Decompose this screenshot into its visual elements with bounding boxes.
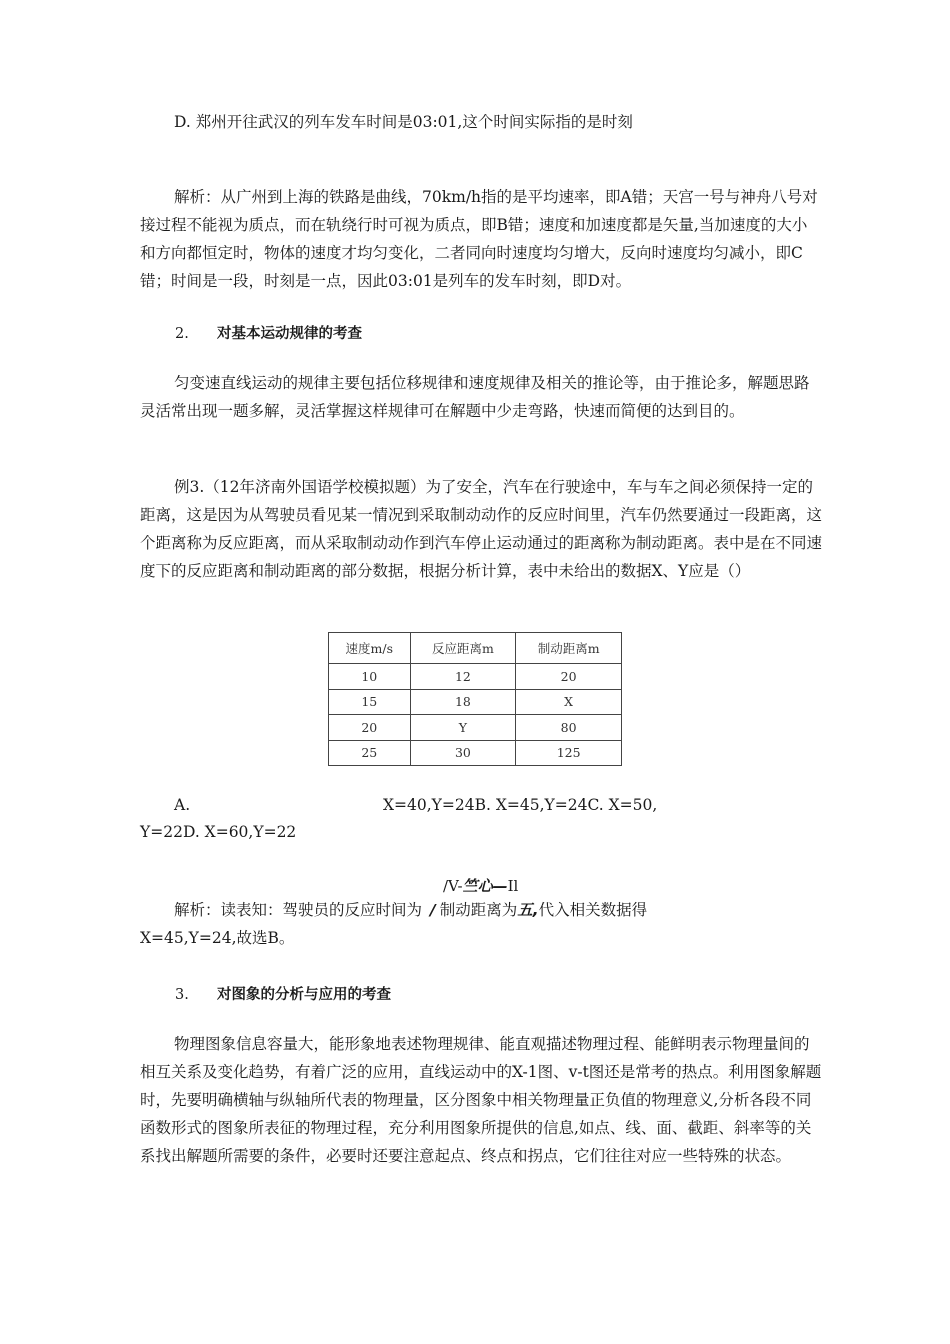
example-3: 例3.（12年济南外国语学校模拟题）为了安全，汽车在行驶途中，车与车之间必须保持一定的距离，这是因为从驾驶员看见某一情况到采取制动动作的反应时间里，汽车仍然要通过一段距离，这个距离称为反应距离，而从采取制动动作到汽车停止运动通过的距离称为制动距离。表中是在不同速度下的反应距离和制动距离的部分数据，根据分析计算，表中未给出的数据X、Y应是（）	[140, 478, 823, 580]
data-table	[328, 632, 622, 766]
table-header-cell: 速度m/s	[329, 633, 411, 664]
formula-part: /V-	[443, 877, 463, 895]
table-cell: 12	[410, 664, 516, 690]
table-header-row	[329, 633, 622, 664]
table-cell: 25	[329, 740, 411, 766]
table-cell: 10	[329, 664, 411, 690]
option-a-label: A.	[174, 796, 191, 814]
section-title: 对基本运动规律的考查	[217, 326, 362, 342]
analysis-text: 解析：读表知：驾驶员的反应时间为	[174, 901, 423, 919]
section-heading-2	[175, 322, 362, 343]
table-header-cell: 反应距离m	[410, 633, 516, 664]
options-line-1: X=40,Y=24B. X=45,Y=24C. X=50,	[383, 796, 658, 814]
table-cell: Y	[410, 715, 516, 741]
formula-part: Il	[507, 877, 519, 895]
table-cell: 15	[329, 689, 411, 715]
analysis-2-line-1	[174, 898, 647, 920]
option-d: D. 郑州开往武汉的列车发车时间是03:01,这个时间实际指的是时刻	[174, 113, 633, 131]
table-cell: 125	[516, 740, 622, 766]
analysis-paragraph-1: 解析：从广州到上海的铁路是曲线，70km/h指的是平均速率，即A错；天宫一号与神舟八号对接过程不能视为质点，而在轨绕行时可视为质点，即B错；速度和加速度都是矢量,当加速度的大小和方向都恒定时，物体的速度才均匀变化，二者同向时速度均匀增大，反向时速度均匀减小，即C错；时间是一段，时刻是一点，因此03:01是列车的发车时刻，即D对。	[140, 188, 818, 290]
formula	[443, 875, 518, 896]
formula-part: 竺心—	[462, 877, 508, 895]
analysis-text: 代入相关数据得	[538, 901, 648, 919]
formula-mark: 五,	[517, 901, 539, 919]
section-number: 2.	[175, 326, 189, 342]
table-row	[329, 715, 622, 741]
section-number: 3.	[175, 987, 189, 1003]
paragraph-3: 物理图象信息容量大，能形象地表述物理规律、能直观描述物理过程、能鲜明表示物理量间的相互关系及变化趋势，有着广泛的应用，直线运动中的X-1图、v-t图还是常考的热点。利用图象解题时，先要明确横轴与纵轴所代表的物理量，区分图象中相关物理量正负值的物理意义,分析各段不同函数形式的图象所表征的物理过程，充分利用图象所提供的信息,如点、线、面、截距、斜率等的关系找出解题所需要的条件，必要时还要注意起点、终点和拐点，它们往往对应一些特殊的状态。	[140, 1035, 822, 1165]
paragraph-2: 匀变速直线运动的规律主要包括位移规律和速度规律及相关的推论等，由于推论多，解题思路灵活常出现一题多解，灵活掌握这样规律可在解题中少走弯路，快速而简便的达到目的。	[140, 374, 810, 420]
table-row	[329, 664, 622, 690]
table-cell: 20	[329, 715, 411, 741]
formula-mark: /	[430, 901, 436, 919]
section-title: 对图象的分析与应用的考查	[217, 987, 391, 1003]
table-cell: 30	[410, 740, 516, 766]
table-cell: 80	[516, 715, 622, 741]
table-row	[329, 740, 622, 766]
options-line-2: Y=22D. X=60,Y=22	[140, 823, 297, 841]
table-row	[329, 689, 622, 715]
section-heading-3	[175, 983, 391, 1004]
table-cell: X	[516, 689, 622, 715]
table-cell: 20	[516, 664, 622, 690]
analysis-2-line-2: X=45,Y=24,故选B。	[140, 929, 295, 947]
analysis-text: 制动距离为	[439, 901, 518, 919]
table-cell: 18	[410, 689, 516, 715]
table-header-cell: 制动距离m	[516, 633, 622, 664]
